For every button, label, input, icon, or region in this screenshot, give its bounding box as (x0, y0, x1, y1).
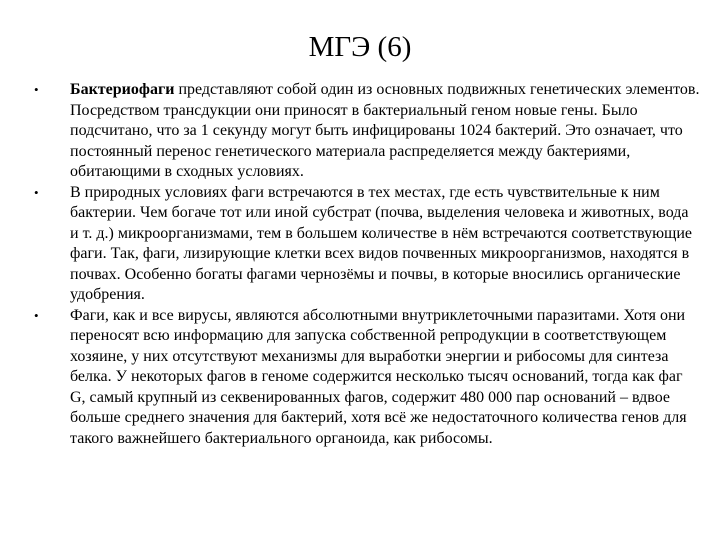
slide-title: МГЭ (6) (308, 31, 412, 63)
bullet-body: Фаги, как и все вирусы, являются абсолютными внутриклеточными паразитами. Хотя они переносят всю информацию для запуска собственной репродукции в соответствующем хозяине, у них отсутствуют механизмы для выработки энергии и рибосомы для синтеза белка. У некоторых фагов в геноме содержится несколько тысяч оснований, тогда как фаг G, самый крупный из секвенированных фагов, содержит 480 000 пар оснований – вдвое больше среднего значения для бактерий, хотя всё же недостаточного количества генов для такого важнейшего бактериального органоида, как рибосомы. (70, 306, 687, 447)
bullet-text (70, 306, 700, 450)
bullet-item (0, 306, 720, 450)
bullet-text (70, 183, 700, 306)
bullet-list (0, 80, 720, 449)
bullet-item (0, 80, 720, 183)
bullet-marker: • (34, 82, 39, 97)
bullet-marker: • (34, 184, 39, 200)
bullet-body: представляют собой один из основных подвижных генетических элементов. Посредством трансдукции они приносят в бактериальный геном новые гены. Было подсчитано, что за 1 секунду могут быть инфицированы 1024 бактерий. Это означает, что постоянный перенос генетического материала распределяется между бактериями, обитающими в сходных условиях. (70, 81, 700, 180)
bullet-text (70, 80, 700, 183)
bullet-item (0, 183, 720, 306)
bullet-term: Бактериофаги (70, 81, 175, 98)
bullet-marker: • (34, 307, 39, 323)
bullet-body: В природных условиях фаги встречаются в тех местах, где есть чувствительные к ним бактерии. Чем богаче тот или иной субстрат (почва, выделения человека и животных, вода и т. д.) микроорганизмами, тем в большем количестве в нём встречаются соответствующие фаги. Так, фаги, лизирующие клетки всех видов почвенных микроорганизмов, находятся в почвах. Особенно богаты фагами чернозёмы и почвы, в которые вносились органические удобрения. (70, 183, 693, 303)
